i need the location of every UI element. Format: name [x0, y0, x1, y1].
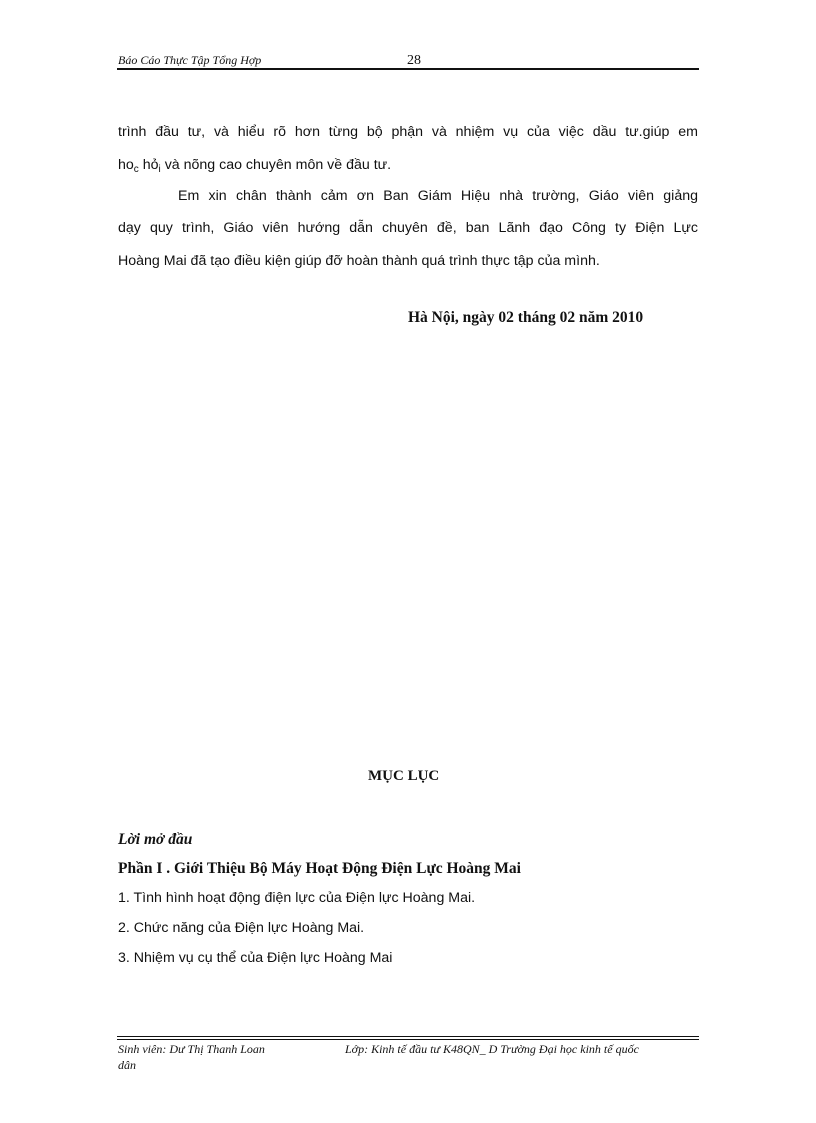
footer-rule-bottom — [117, 1039, 699, 1040]
toc-part-1: Phần I . Giới Thiệu Bộ Máy Hoạt Động Điện Lực Hoàng Mai — [118, 860, 521, 877]
line2-part-a: h — [118, 157, 126, 173]
page-number: 28 — [407, 53, 421, 68]
line2-part-d: và nõng cao chuyên môn về đầu tư. — [160, 157, 392, 173]
header-title: Báo Cáo Thực Tập Tổng Hợp — [118, 53, 262, 67]
footer-student: Sinh viên: Dư Thị Thanh Loan — [118, 1042, 265, 1056]
paragraph-line-2 — [118, 157, 698, 173]
line2-subscript-c: c — [133, 164, 139, 175]
line2-part-c: hỏ — [138, 157, 159, 173]
paragraph-line-1: trình đầu tư, và hiểu rõ hơn từng bộ phận và nhiệm vụ của việc dầu tư.giúp em — [118, 124, 698, 140]
signature-date: Hà Nội, ngày 02 tháng 02 năm 2010 — [408, 309, 644, 326]
paragraph-line-5: Hoàng Mai đã tạo điều kiện giúp đỡ hoàn thành quá trình thực tập của mình. — [118, 253, 600, 269]
toc-item-1: 1. Tình hình hoạt động điện lực của Điện lực Hoàng Mai. — [118, 890, 476, 906]
footer-class-info: Lớp: Kinh tế đầu tư K48QN_ D Trường Đại học kinh tế quốc — [345, 1042, 639, 1056]
paragraph-line-3: Em xin chân thành cảm ơn Ban Giám Hiệu nhà trường, Giáo viên giảng — [178, 188, 698, 204]
footer-rule-top — [117, 1036, 699, 1037]
toc-title: MỤC LỤC — [368, 768, 440, 784]
toc-intro: Lời mở đầu — [118, 831, 193, 848]
line2-subscript-i: i — [158, 164, 161, 175]
header-rule — [117, 68, 699, 70]
paragraph-line-4: dạy quy trình, Giáo viên hướng dẫn chuyên đề, ban Lãnh đạo Công ty Điện Lực — [118, 220, 698, 236]
line2-part-b: o — [125, 157, 134, 173]
toc-item-2: 2. Chức năng của Điện lực Hoàng Mai. — [118, 920, 365, 936]
footer-class-info-cont: dân — [118, 1058, 136, 1072]
toc-item-3: 3. Nhiệm vụ cụ thể của Điện lực Hoàng Mai — [118, 950, 393, 966]
